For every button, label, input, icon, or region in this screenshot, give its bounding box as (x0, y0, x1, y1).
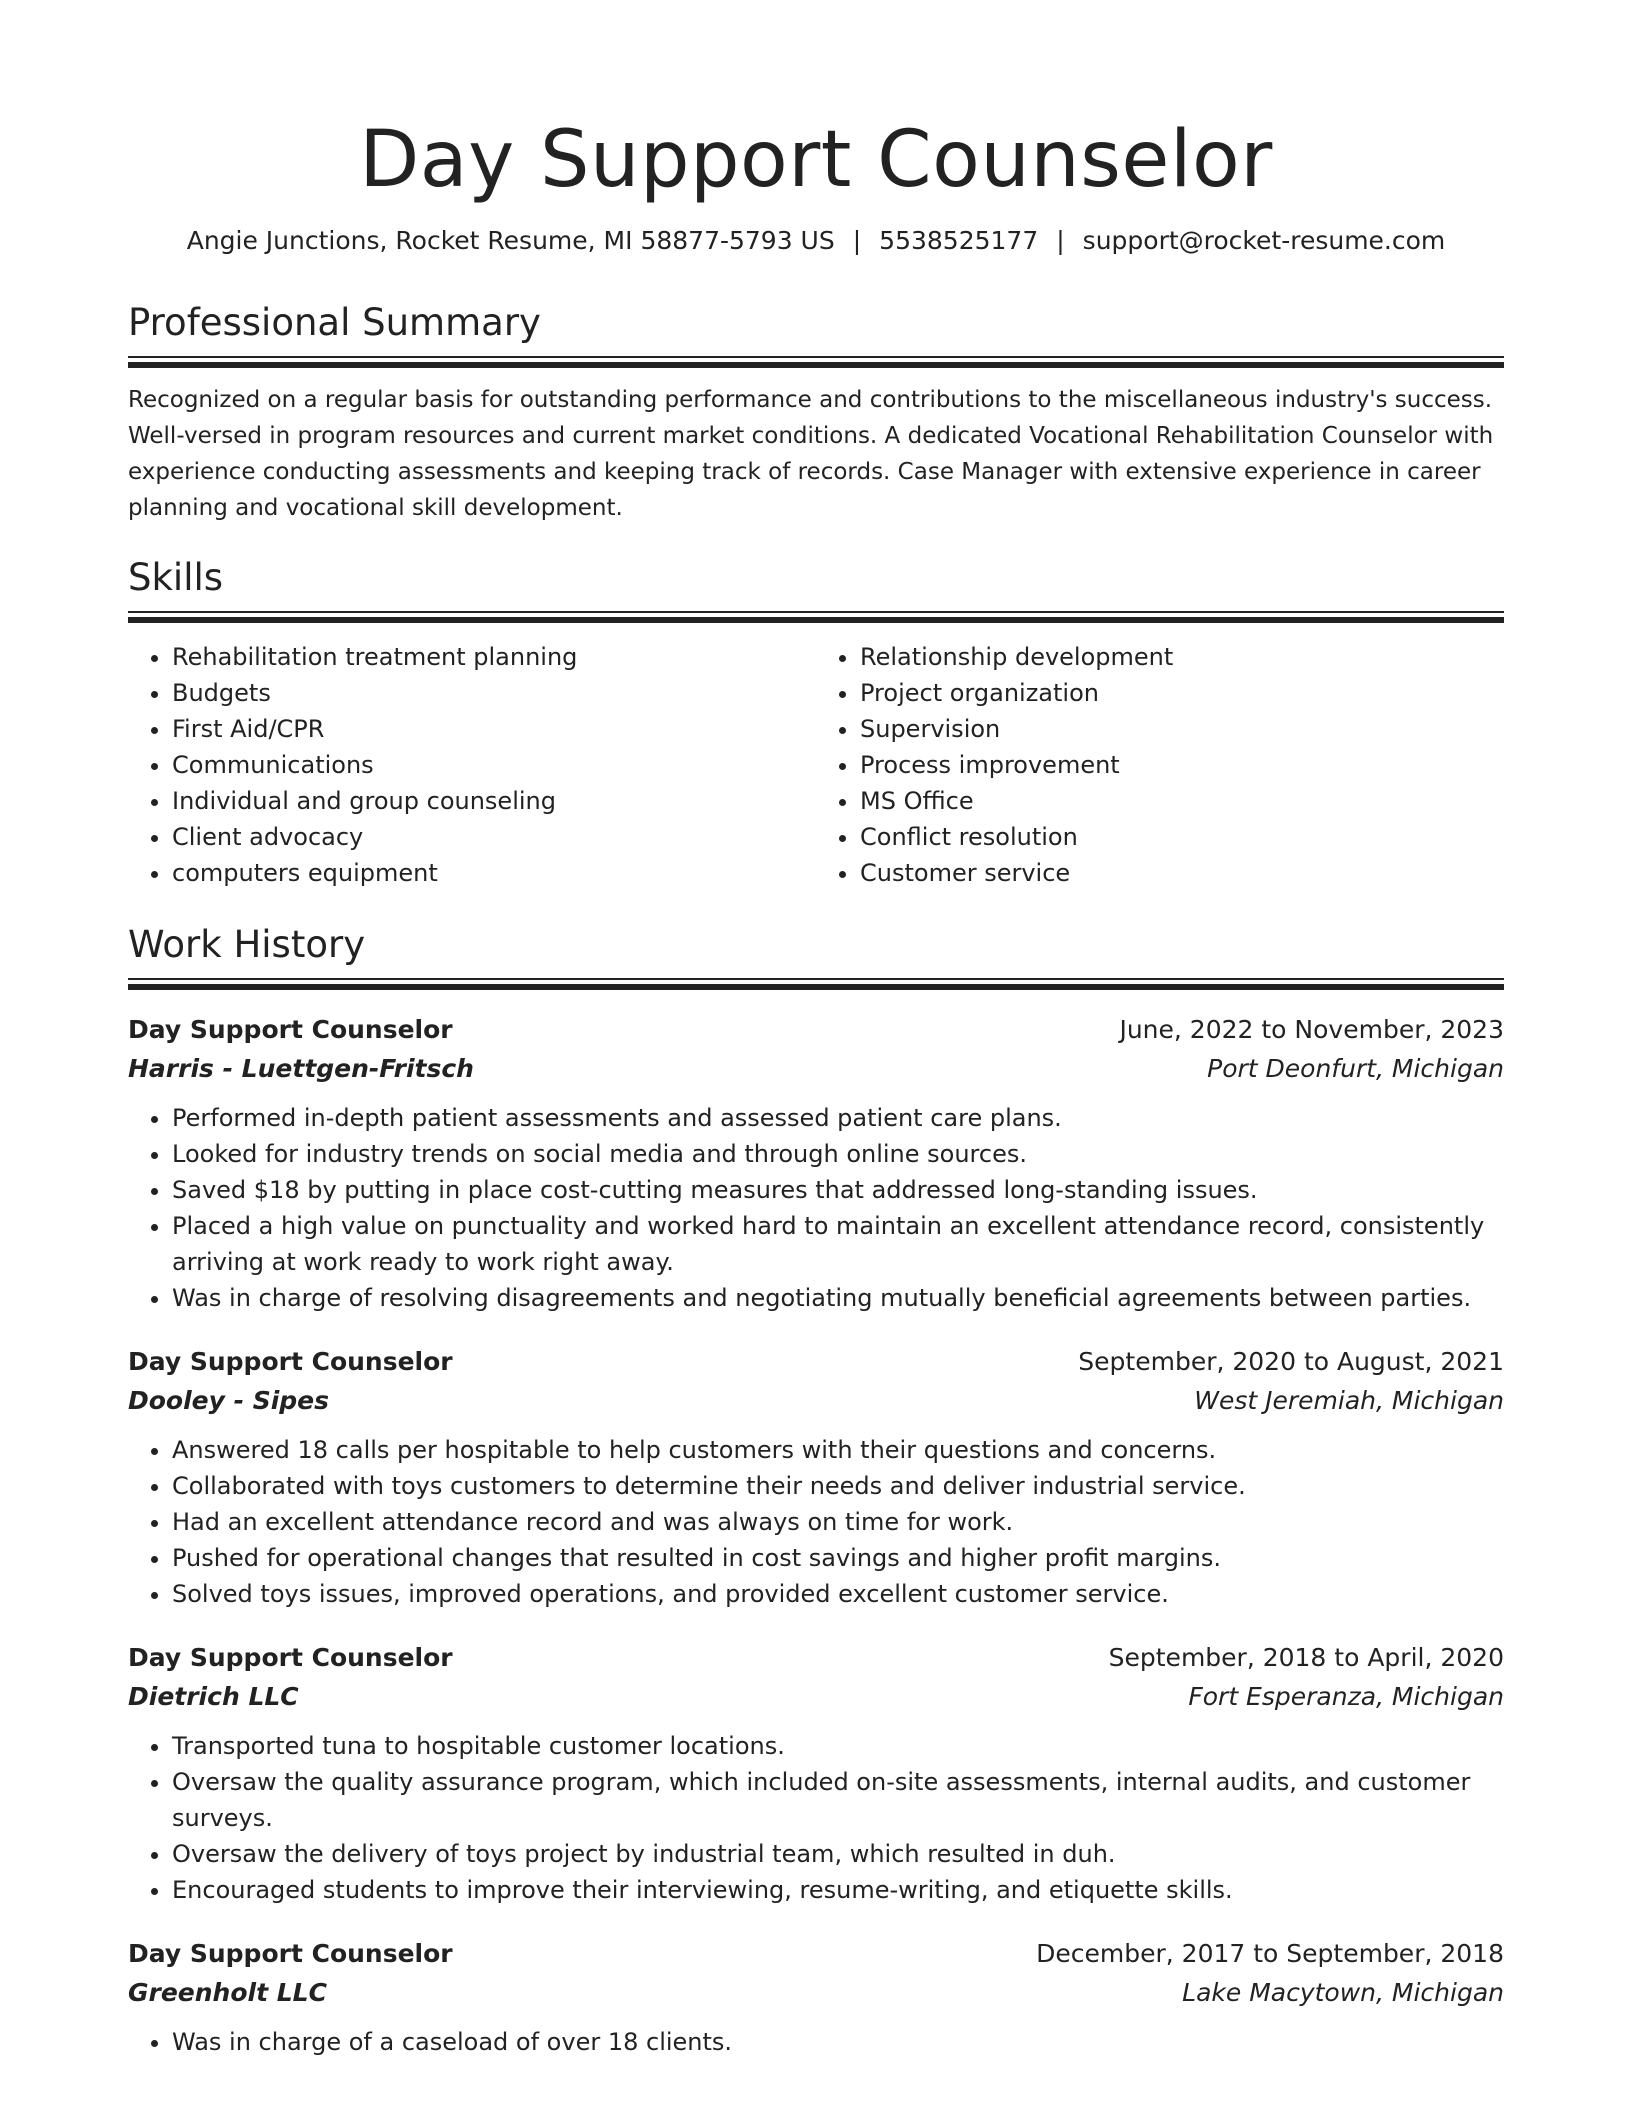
job-header-row (128, 1638, 1504, 1677)
contact-separator: | (852, 225, 862, 255)
contact-line (128, 226, 1504, 255)
job-entry (128, 1638, 1504, 1908)
job-bullet: • Looked for industry trends on social media and through online sources. (172, 1136, 1504, 1172)
job-entry (128, 1934, 1504, 2060)
job-title: Day Support Counselor (128, 1014, 453, 1044)
work-history-heading: Work History (128, 922, 366, 966)
skills-heading: Skills (128, 555, 224, 599)
skills-list-right (816, 639, 1504, 891)
job-company-row (128, 1973, 1504, 2012)
job-company-row (128, 1049, 1504, 1088)
job-bullets (128, 1100, 1504, 1316)
job-bullet: • Solved toys issues, improved operations, and provided excellent customer service. (172, 1576, 1504, 1612)
skill-item: • Customer service (860, 855, 1504, 891)
section-divider (128, 356, 1504, 368)
skill-item: • Individual and group counseling (172, 783, 816, 819)
job-bullets (128, 2024, 1504, 2060)
resume-title: Day Support Counselor (359, 115, 1273, 205)
job-bullet: • Pushed for operational changes that resulted in cost savings and higher profit margins. (172, 1540, 1504, 1576)
job-company: Dooley - Sipes (128, 1385, 330, 1415)
job-bullet: • Performed in-depth patient assessments and assessed patient care plans. (172, 1100, 1504, 1136)
section-divider (128, 611, 1504, 623)
summary-heading: Professional Summary (128, 300, 541, 344)
job-location: Port Deonfurt, Michigan (1207, 1053, 1504, 1083)
skills-list-left (128, 639, 816, 891)
job-bullet: • Was in charge of resolving disagreements and negotiating mutually beneficial agreements between parties. (172, 1280, 1504, 1316)
contact-separator: | (1056, 225, 1065, 255)
job-bullet: • Saved $18 by putting in place cost-cutting measures that addressed long-standing issues. (172, 1172, 1504, 1208)
job-bullets (128, 1432, 1504, 1612)
skill-item: • Supervision (860, 711, 1504, 747)
job-location: Fort Esperanza, Michigan (1188, 1681, 1504, 1711)
skill-item: • Client advocacy (172, 819, 816, 855)
job-dates: September, 2020 to August, 2021 (1078, 1346, 1504, 1376)
job-entry (128, 1010, 1504, 1316)
skill-item: • MS Office (860, 783, 1504, 819)
job-location: West Jeremiah, Michigan (1194, 1385, 1504, 1415)
job-company: Greenholt LLC (128, 1977, 327, 2007)
job-title: Day Support Counselor (128, 1346, 453, 1376)
section-divider (128, 978, 1504, 990)
job-title: Day Support Counselor (128, 1642, 453, 1672)
job-dates: June, 2022 to November, 2023 (1119, 1014, 1504, 1044)
skill-item: • Conflict resolution (860, 819, 1504, 855)
job-bullet: • Answered 18 calls per hospitable to help customers with their questions and concerns. (172, 1432, 1504, 1468)
job-company: Dietrich LLC (128, 1681, 299, 1711)
job-company: Harris - Luettgen-Fritsch (128, 1053, 474, 1083)
skill-item: • Project organization (860, 675, 1504, 711)
skill-item: • computers equipment (172, 855, 816, 891)
job-bullet: • Placed a high value on punctuality and worked hard to maintain an excellent attendance record, consistently arriving at work ready to work right away. (172, 1208, 1504, 1280)
job-bullet: • Oversaw the delivery of toys project by industrial team, which resulted in duh. (172, 1836, 1504, 1872)
job-header-row (128, 1010, 1504, 1049)
skill-item: • Budgets (172, 675, 816, 711)
job-company-row (128, 1677, 1504, 1716)
job-location: Lake Macytown, Michigan (1182, 1977, 1504, 2007)
summary-text: Recognized on a regular basis for outstanding performance and contributions to the miscellaneous industry's success. Well-versed in program resources and current market conditions. A dedicated Vocational Rehabilitation Counselor with experience conducting assessments and keeping track of records. Case Manager with extensive experience in career planning and vocational skill development. (128, 386, 1494, 521)
job-bullet: • Collaborated with toys customers to determine their needs and deliver industrial service. (172, 1468, 1504, 1504)
job-bullet: • Oversaw the quality assurance program, which included on-site assessments, internal audits, and customer surveys. (172, 1764, 1504, 1836)
job-bullets (128, 1728, 1504, 1908)
job-company-row (128, 1381, 1504, 1420)
skill-item: • Relationship development (860, 639, 1504, 675)
contact-address: Angie Junctions, Rocket Resume, MI 58877-5793 US (186, 225, 835, 255)
contact-phone: 5538525177 (879, 225, 1039, 255)
skill-item: • Communications (172, 747, 816, 783)
job-title: Day Support Counselor (128, 1938, 453, 1968)
contact-email: support@rocket-resume.com (1082, 225, 1446, 255)
job-dates: September, 2018 to April, 2020 (1108, 1642, 1504, 1672)
job-bullet: • Had an excellent attendance record and was always on time for work. (172, 1504, 1504, 1540)
job-bullet: • Encouraged students to improve their interviewing, resume-writing, and etiquette skills. (172, 1872, 1504, 1908)
job-dates: December, 2017 to September, 2018 (1036, 1938, 1504, 1968)
job-entry (128, 1342, 1504, 1612)
skill-item: • Rehabilitation treatment planning (172, 639, 816, 675)
job-bullet: • Was in charge of a caseload of over 18 clients. (172, 2024, 1504, 2060)
job-header-row (128, 1342, 1504, 1381)
job-bullet: • Transported tuna to hospitable customer locations. (172, 1728, 1504, 1764)
skill-item: • First Aid/CPR (172, 711, 816, 747)
skill-item: • Process improvement (860, 747, 1504, 783)
skills-columns (128, 639, 1504, 891)
job-header-row (128, 1934, 1504, 1973)
